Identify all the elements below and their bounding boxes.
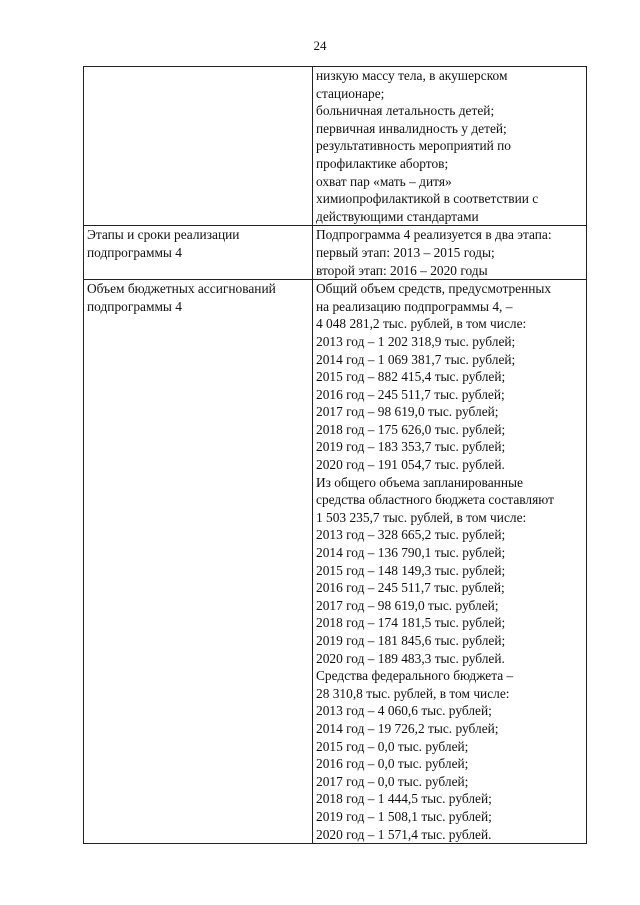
text-line: химиопрофилактикой в соответствии с <box>316 191 539 207</box>
text-line: 2017 год – 98 619,0 тыс. рублей; <box>316 597 499 613</box>
text-line: 4 048 281,2 тыс. рублей, в том числе: <box>316 316 527 332</box>
text-line: средства областного бюджета составляют <box>316 492 554 508</box>
text-line: подпрограммы 4 <box>87 244 182 260</box>
text-line: 2020 год – 191 054,7 тыс. рублей. <box>316 457 505 473</box>
text-line: первичная инвалидность у детей; <box>316 120 507 136</box>
text-line: 2020 год – 1 571,4 тыс. рублей. <box>316 826 492 842</box>
text-line: действующими стандартами <box>316 208 479 224</box>
passport-table <box>83 66 587 844</box>
text-line: 2016 год – 245 511,7 тыс. рублей; <box>316 386 505 402</box>
text-line: второй этап: 2016 – 2020 годы <box>316 262 488 278</box>
text-line: Из общего объема запланированные <box>316 474 523 490</box>
text-line: 2013 год – 4 060,6 тыс. рублей; <box>316 703 492 719</box>
text-line: подпрограммы 4 <box>87 298 182 314</box>
text-line: Средства федерального бюджета – <box>316 668 514 684</box>
text-line: первый этап: 2013 – 2015 годы; <box>316 244 495 260</box>
text-line: Подпрограмма 4 реализуется в два этапа: <box>316 227 552 243</box>
row-label-cell <box>84 67 313 226</box>
table-row <box>84 67 587 226</box>
text-line: результативность мероприятий по <box>316 138 511 154</box>
row-label-cell <box>84 226 313 280</box>
row-value-cell <box>313 280 587 844</box>
row-value-cell <box>313 67 587 226</box>
text-line: 2017 год – 98 619,0 тыс. рублей; <box>316 404 499 420</box>
text-line: 2017 год – 0,0 тыс. рублей; <box>316 773 469 789</box>
text-line: 2015 год – 0,0 тыс. рублей; <box>316 738 469 754</box>
text-line: 2019 год – 183 353,7 тыс. рублей; <box>316 439 506 455</box>
text-line: больничная летальность детей; <box>316 103 495 119</box>
text-line: 2016 год – 0,0 тыс. рублей; <box>316 756 469 772</box>
text-line: 2014 год – 136 790,1 тыс. рублей; <box>316 545 506 561</box>
text-line: 2018 год – 1 444,5 тыс. рублей; <box>316 791 492 807</box>
text-line: 2013 год – 1 202 318,9 тыс. рублей; <box>316 333 516 349</box>
page-number: 24 <box>313 38 327 53</box>
text-line: низкую массу тела, в акушерском <box>316 68 508 83</box>
row-value-cell <box>313 226 587 280</box>
text-line: 2020 год – 189 483,3 тыс. рублей. <box>316 650 505 666</box>
text-line: 2014 год – 1 069 381,7 тыс. рублей; <box>316 351 516 367</box>
text-line: профилактике абортов; <box>316 155 449 171</box>
text-line: 2013 год – 328 665,2 тыс. рублей; <box>316 527 506 543</box>
text-line: охват пар «мать – дитя» <box>316 173 452 189</box>
table-row <box>84 280 587 844</box>
text-line: 2019 год – 1 508,1 тыс. рублей; <box>316 808 492 824</box>
text-line: 2018 год – 175 626,0 тыс. рублей; <box>316 421 506 437</box>
text-line: Объем бюджетных ассигнований <box>87 281 276 297</box>
text-line: Общий объем средств, предусмотренных <box>316 281 552 297</box>
text-line: 28 310,8 тыс. рублей, в том числе: <box>316 685 510 701</box>
row-label-cell <box>84 280 313 844</box>
text-line: 2016 год – 245 511,7 тыс. рублей; <box>316 580 505 596</box>
text-line: стационаре; <box>316 85 385 101</box>
text-line: 2015 год – 148 149,3 тыс. рублей; <box>316 562 506 578</box>
text-line: 1 503 235,7 тыс. рублей, в том числе: <box>316 509 527 525</box>
text-line: 2014 год – 19 726,2 тыс. рублей; <box>316 720 499 736</box>
table-row <box>84 226 587 280</box>
text-line: на реализацию подпрограммы 4, – <box>316 298 513 314</box>
text-line: 2018 год – 174 181,5 тыс. рублей; <box>316 615 506 631</box>
text-line: 2019 год – 181 845,6 тыс. рублей; <box>316 633 506 648</box>
text-line: 2015 год – 882 415,4 тыс. рублей; <box>316 369 506 385</box>
text-line: Этапы и сроки реализации <box>87 227 240 243</box>
